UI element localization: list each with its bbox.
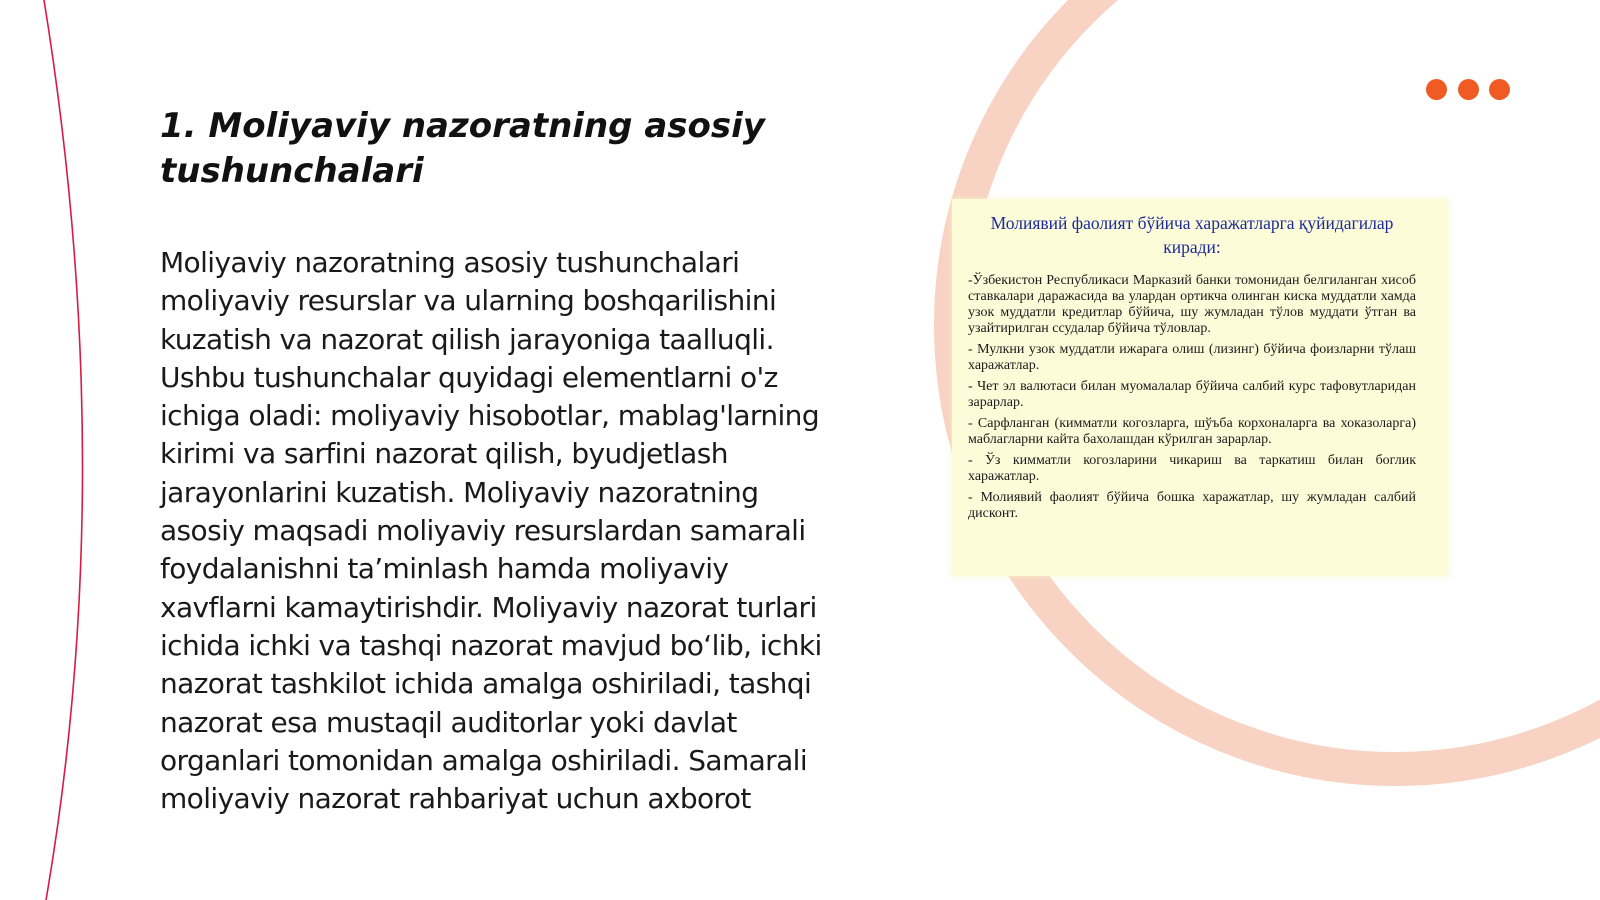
card-heading: Молиявий фаолият бўйича харажатларга қуйидагилар киради:	[990, 213, 1394, 257]
card-item: -Ўзбекистон Республикаси Марказий банки томонидан белгиланган хисоб ставкалари даражасида ва улардан ортикча олинган киска муддатли хамда узок муддатли кредитлар бўйича, шу жумладан тўлов муддати ўтган ва узайтирилган ссудалар бўйича тўловлар.	[968, 273, 1416, 336]
card-item: - Чет эл валютаси билан муомалалар бўйича салбий курс тафовутларидан зарарлар.	[968, 379, 1416, 410]
slide-body-text: Moliyaviy nazoratning asosiy tushunchalari moliyaviy resurslar va ularning boshqarilishini kuzatish va nazorat qilish jarayoniga taalluqli. Ushbu tushunchalar quyidagi elementlarni o'z ichiga oladi: moliyaviy hisobotlar, mablag'larning kirimi va sarfini nazorat qilish, byudjetlash jarayonlarini kuzatish. Moliyaviy nazoratning asosiy maqsadi moliyaviy resurslardan samarali foydalanishni ta’minlash hamda moliyaviy xavflarni kamaytirishdir. Moliyaviy nazorat turlari ichida ichki va tashqi nazorat mavjud bo‘lib, ichki nazorat tashkilot ichida amalga oshiriladi, tashqi nazorat esa mustaqil auditorlar yoki davlat organlari tomonidan amalga oshiriladi. Samarali moliyaviy nazorat rahbariyat uchun axborot	[160, 246, 822, 816]
expenses-card	[952, 199, 1448, 576]
card-item: - Мулкни узок муддатли ижарага олиш (лизинг) бўйича фоизларни тўлаш харажатлар.	[968, 342, 1416, 373]
three-dots-icon	[1426, 79, 1510, 101]
dot-icon	[1458, 79, 1479, 100]
card-item: - Ўз кимматли когозларини чикариш ва таркатиш билан боглик харажатлар.	[968, 453, 1416, 484]
dot-icon	[1489, 79, 1510, 100]
card-item: - Молиявий фаолият бўйича бошка харажатлар, шу жумладан салбий дисконт.	[968, 490, 1416, 521]
card-item: - Сарфланган (кимматли когозларга, шўъба корхоналарга ва хоказоларга) маблагларни кайта бахолашдан кўрилган зарарлар.	[968, 416, 1416, 447]
slide-title: 1. Moliyaviy nazoratning asosiy tushunchalari	[160, 106, 765, 191]
dot-icon	[1426, 79, 1447, 100]
